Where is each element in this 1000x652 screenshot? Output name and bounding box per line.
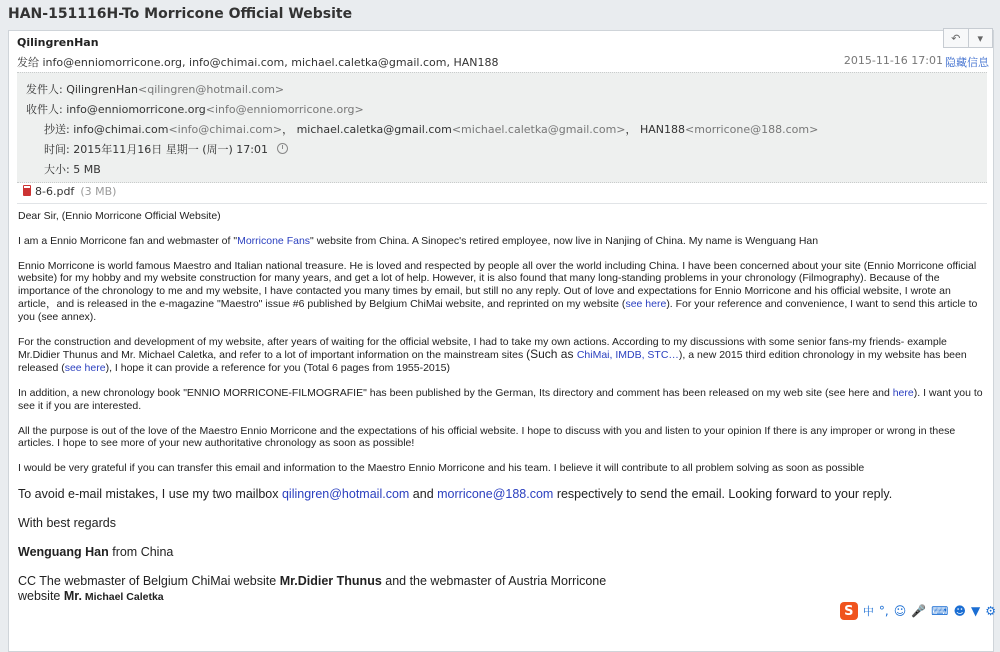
closing: With best regards [18,515,116,530]
here-link[interactable]: here [892,386,914,399]
cc-address: <michael.caletka@gmail.com> [451,123,626,136]
morricone-fans-link[interactable]: Morricone Fans [237,234,311,247]
time-row [44,141,288,157]
ime-punctuation[interactable]: °, [878,604,889,618]
tools-icon[interactable]: ⚙ [985,604,996,618]
cc-name[interactable]: michael.caletka@gmail.com [296,123,452,136]
to-row [26,101,364,117]
body-paragraph: For the construction and development of my website, after years of waiting for the official website, I had to take my own actions. According to my discussions with some senior fans-my friends- example Mr.Didier Thunus and Mr. Michael Caletka, and refer to a lot of important information on the mainstream sites (Such as ChiMai, IMDB, STC…), a new 2015 third edition chronology in my website has been released (see here), I hope it can provide a reference for you (Total 6 pages from 1955-2015) [18,335,967,375]
cc-name[interactable]: HAN188 [640,123,686,136]
attachment-name[interactable]: 8-6.pdf [35,185,75,198]
details-box [17,72,987,183]
body-paragraph: In addition, a new chronology book "ENNIO MORRICONE-FILMOGRAFIE" has been published by the German, Its directory and comment has been released on my web site (see here and here). I want you to see it if you are interested. [18,386,983,412]
pdf-icon [23,185,31,196]
smiley-icon[interactable]: ☺ [893,604,907,618]
email-panel [8,30,994,652]
time-value: 2015年11月16日 星期一 (周一) 17:01 [73,143,268,156]
attachment-size: (3 MB) [80,185,117,198]
time-label: 时间: [44,143,70,156]
ime-toolbar [840,600,996,622]
cc-address: <morricone@188.com> [685,123,819,136]
email-link-188[interactable]: morricone@188.com [437,486,554,501]
greeting: Dear Sir, (Ennio Morricone Official Website) [18,210,221,222]
to-name[interactable]: info@enniomorricone.org [66,103,206,116]
email-subject: HAN-151116H-To Morricone Official Website [8,6,353,22]
size-label: 大小: [44,163,70,176]
body-paragraph: I am a Ennio Morricone fan and webmaster of "Morricone Fans" website from China. A Sinopec's retired employee, now live in Nanjing of China. My name is Wenguang Han [18,234,819,247]
sendto-value: info@enniomorricone.org, info@chimai.com, michael.caletka@gmail.com, HAN188 [42,56,499,69]
sendto-label: 发给 [17,56,39,69]
cc-name[interactable]: info@chimai.com [73,123,169,136]
person-icon[interactable]: ☻ [953,604,966,618]
reply-icon[interactable]: ↶ [944,29,969,47]
reply-actions [943,28,993,48]
sites-link[interactable]: ChiMai, IMDB, STC… [576,349,679,362]
sender-name[interactable]: QilingrenHan [17,36,99,49]
from-address: <qilingren@hotmail.com> [138,83,285,96]
ime-language[interactable]: 中 [862,605,874,618]
from-label: 发件人: [26,83,63,96]
recipients-summary [17,54,498,70]
microphone-icon[interactable]: 🎤 [911,604,927,618]
attachment[interactable] [23,185,116,198]
chevron-down-icon[interactable]: ▾ [977,31,984,45]
to-label: 收件人: [26,103,63,116]
cc-separator: ， [625,123,637,136]
to-address: <info@enniomorricone.org> [205,103,364,116]
body-paragraph: Ennio Morricone is world famous Maestro and Italian national treasure. He is loved and respected by people all over the world including China. I have been concerned about your site (Ennio Morricone official website) for my hobby and my website construction for many years, and get a lot of help. However, it is also found that many long-standing problems in your chronology (Filmography). Because of the importance of the chronology to me and my website, I have contacted you many times by email, but still no any reply. Out of love and expectations for Ennio Morricone and his official website, I wrote an article，and is released in the e-magazine "Maestro" issue #6 published by Belgium ChiMai website, and reprinted on my website (see here). For your reference and convenience, I want to send this article to you (see annex). [18,259,978,323]
shirt-icon[interactable]: ▼ [971,604,981,618]
email-link-hotmail[interactable]: qilingren@hotmail.com [281,486,410,501]
hide-details-link[interactable]: 隐藏信息 [945,56,989,69]
body-paragraph: To avoid e-mail mistakes, I use my two mailbox qilingren@hotmail.com and morricone@188.com respectively to send the email. Looking forward to your reply. [18,486,893,501]
see-here-link[interactable]: see here [625,297,667,310]
keyboard-icon[interactable]: ⌨ [931,604,949,618]
signature: Wenguang Han from China [18,544,174,559]
size-value: 5 MB [73,163,101,176]
body-paragraph: I would be very grateful if you can transfer this email and information to the Maestro Ennio Morricone and his team. I believe it will contribute to all problem solving as soon as possible [18,462,865,475]
clock-icon[interactable] [277,143,288,154]
divider [17,203,987,204]
cc-row [44,121,818,137]
cc-label: 抄送: [44,123,70,136]
cc-note: CC The webmaster of Belgium ChiMai website Mr.Didier Thunus and the webmaster of Austria Morricone website Mr. Michael Caletka [18,573,607,603]
sogou-logo-icon[interactable]: S [840,602,858,620]
see-here-link[interactable]: see here [64,362,106,375]
size-row [44,161,101,177]
email-body [18,210,990,619]
body-paragraph: All the purpose is out of the love of the Maestro Ennio Morricone and the expectations of his official website. I hope to discuss with you and listen to your opinion If there is any improper or wrong in these articles. I hope to see more of your new authoritative chronology as soon as possible! [18,424,956,450]
email-date: 2015-11-16 17:01 [843,54,943,67]
from-name[interactable]: QilingrenHan [66,83,139,96]
subject-bar [0,0,1000,30]
from-row [26,81,284,97]
cc-separator: ， [282,123,294,136]
cc-address: <info@chimai.com> [168,123,283,136]
